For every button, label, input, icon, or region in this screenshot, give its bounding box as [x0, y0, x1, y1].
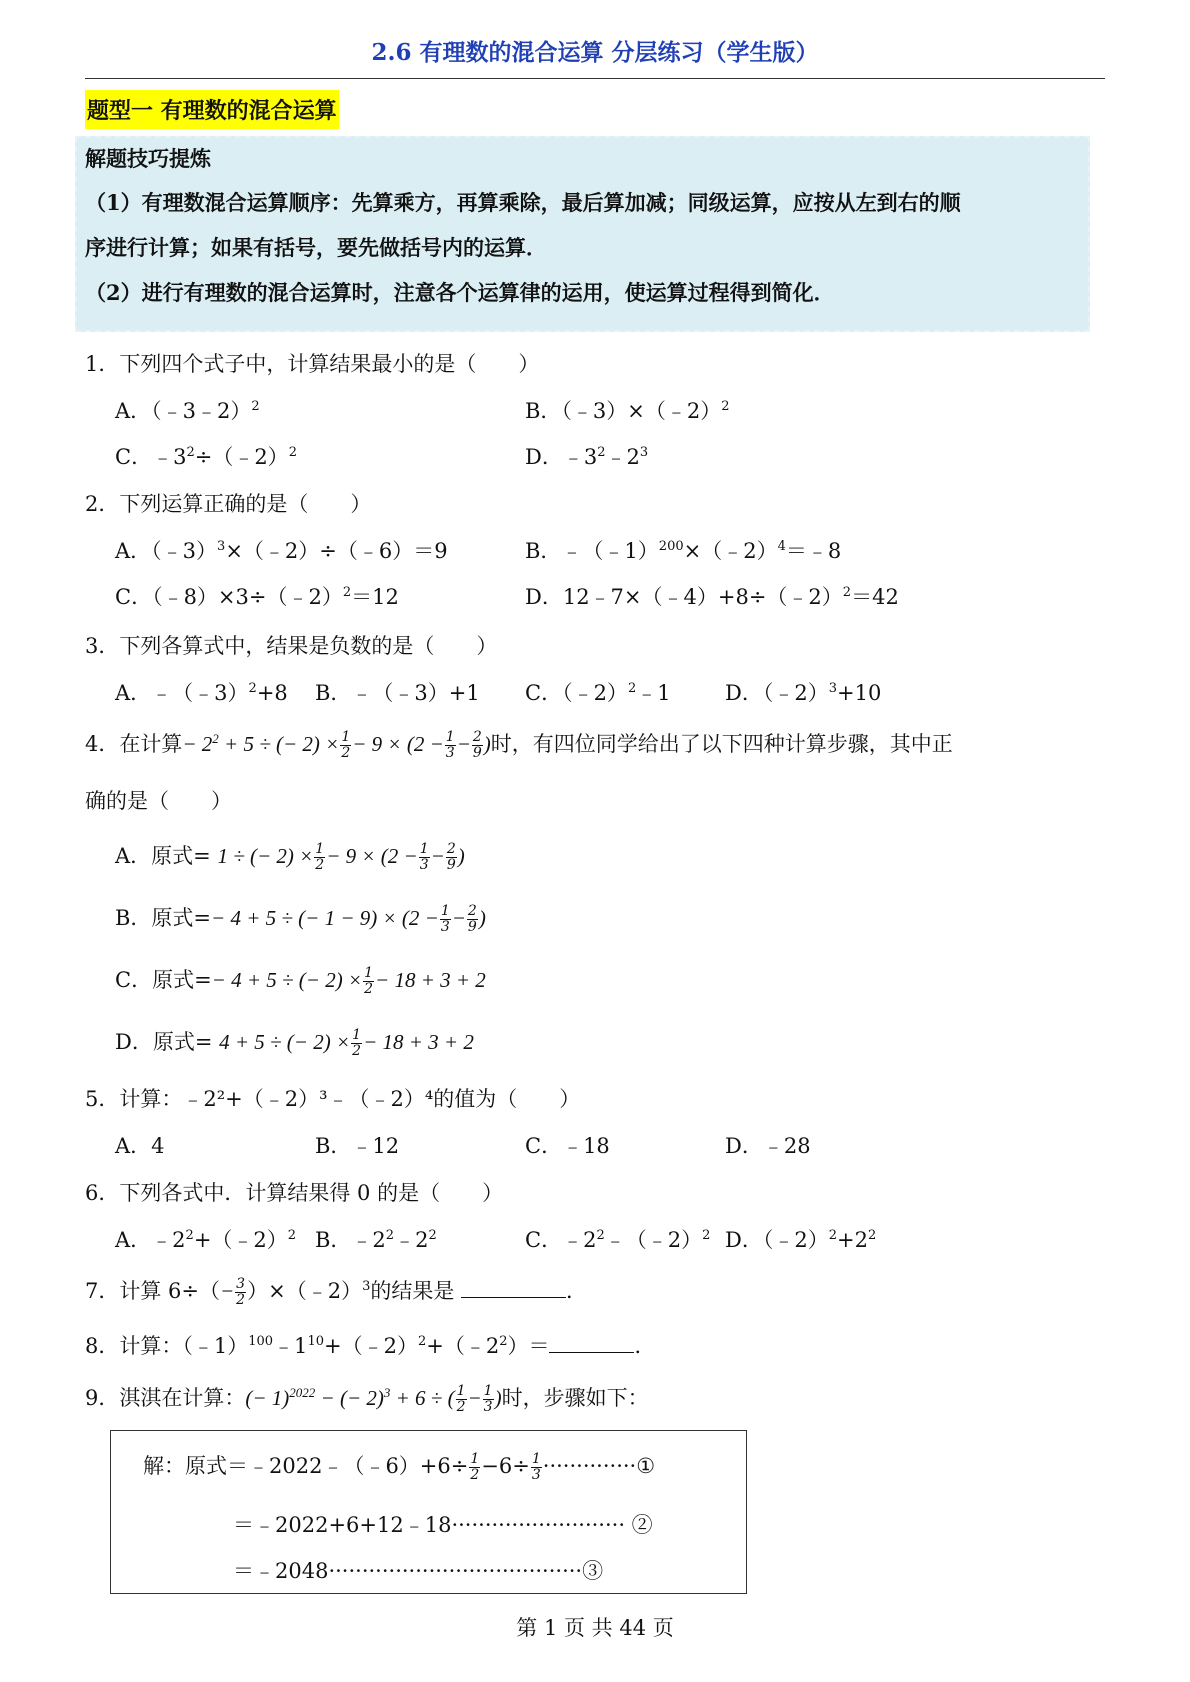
solution-line-1: 解：原式＝﹣2022﹣（﹣6）+6÷ $\frac{1}{2}$ −6÷ $\frac{1}{3}$ ··············①	[143, 1451, 656, 1483]
section-heading: 题型一 有理数的混合运算	[85, 90, 339, 129]
question-3-option-d: D．（﹣2）$^3$+10	[725, 681, 882, 705]
question-1-stem: 1．下列四个式子中，计算结果最小的是（ ）	[85, 352, 540, 376]
question-1-option-b: B．（﹣3）×（﹣2）$^2$	[525, 399, 730, 423]
question-7-stem: 7．计算 6÷（− $\frac{3}{2}$ ）×（﹣2）$^3$的结果是 ．	[85, 1276, 588, 1308]
question-3-option-c: C．（﹣2）$^2$﹣1	[525, 681, 671, 705]
solution-line-3: ＝﹣2048······································③	[233, 1559, 604, 1583]
question-2-option-b: B．﹣（﹣1）$^{200}$×（﹣2）$^4$＝﹣8	[525, 539, 842, 563]
question-3-option-b: B．﹣（﹣3）+1	[315, 681, 480, 705]
question-4-option-c: C．原式=− 4 + 5 ÷ (− 2) × $\frac{1}{2}$ − 18 + 3 + 2	[115, 965, 486, 997]
solution-line-2: ＝﹣2022+6+12﹣18·························· ②	[233, 1513, 653, 1537]
tips-line-2: 序进行计算；如果有括号，要先做括号内的运算．	[85, 235, 547, 260]
answer-blank-7[interactable]	[461, 1277, 566, 1298]
question-2-option-d: D．12﹣7×（﹣4）+8÷（﹣2）$^2$＝42	[525, 585, 899, 609]
question-6-stem: 6．下列各式中．计算结果得 0 的是（ ）	[85, 1181, 504, 1205]
question-6-option-b: B．$﹣2^2﹣2^2$	[315, 1228, 437, 1252]
question-6-option-a: A．$﹣2^2+(﹣2)^2$	[115, 1228, 297, 1252]
tips-line-1: （1）有理数混合运算顺序：先算乘方，再算乘除，最后算加减；同级运算，应按从左到右的顺	[85, 190, 961, 215]
question-2-stem: 2．下列运算正确的是（ ）	[85, 492, 372, 516]
question-3-option-a: A．﹣（﹣3）$^2$+8	[115, 681, 288, 705]
question-3-stem: 3．下列各算式中，结果是负数的是（ ）	[85, 634, 498, 658]
question-4-option-b: B．原式=− 4 + 5 ÷ (− 1 − 9) × (2 − $\frac{1}{3}$ − $\frac{2}{9}$ )	[115, 903, 486, 935]
page-title: 2.6 有理数的混合运算 分层练习（学生版）	[371, 39, 819, 66]
question-5-option-b: B．﹣12	[315, 1134, 400, 1158]
question-5-option-d: D．﹣28	[725, 1134, 811, 1158]
question-6-option-c: C．$﹣2^2﹣(﹣2)^2$	[525, 1228, 711, 1252]
question-4-option-a: A．原式= 1 ÷ (− 2) × $\frac{1}{2}$ − 9 × (2 − $\frac{1}{3}$ − $\frac{2}{9}$ )	[115, 841, 465, 873]
tips-line-3: （2）进行有理数的混合运算时，注意各个运算律的运用，使运算过程得到简化．	[85, 280, 835, 305]
question-8-stem: 8．计算：$(﹣1)^{100}﹣1^{10}+(﹣2)^2+(﹣2^2)=$ ．	[85, 1334, 656, 1358]
question-2-option-c: C．（﹣8）×3÷（﹣2）$^2$＝12	[115, 585, 399, 609]
question-1-option-c: C．$﹣3^2\div(﹣2)^2$	[115, 445, 297, 469]
question-4-option-d: D．原式= 4 + 5 ÷ (− 2) × $\frac{1}{2}$ − 18 + 3 + 2	[115, 1027, 474, 1059]
question-5-option-a: A．4	[115, 1134, 165, 1158]
question-4-stem: 4．在计算− $2^2 + 5$ ÷ (− 2) × $\frac{1}{2}$ − 9 × (2 − $\frac{1}{3}$ − $\frac{2}{9}$ )时，有四位同学给出了以下四种计算步骤，其中正	[85, 729, 953, 761]
tips-heading: 解题技巧提炼	[85, 146, 211, 171]
header-divider	[85, 78, 1105, 79]
question-9-stem: 9．淇淇在计算：(− 1)$^{2022}$ − (− 2)$^3$ + 6 ÷ ( $\frac{1}{2}$ − $\frac{1}{3}$ )时，步骤如下：	[85, 1383, 649, 1415]
question-5-option-c: C．﹣18	[525, 1134, 610, 1158]
question-4-stem-line-2: 确的是（ ）	[85, 789, 232, 813]
answer-blank-8[interactable]	[549, 1332, 634, 1353]
question-6-option-d: D．$(﹣2)^2+2^2$	[725, 1228, 877, 1252]
question-1-option-d: D．$﹣3^2﹣2^3$	[525, 445, 649, 469]
question-5-stem: 5．计算：﹣2²+（﹣2）³﹣（﹣2）⁴的值为（ ）	[85, 1087, 581, 1111]
question-1-option-a: A．（﹣3﹣2）$^2$	[115, 399, 260, 423]
page-footer: 第 1 页 共 44 页	[516, 1616, 674, 1640]
question-2-option-a: A．（﹣3）$^3$×（﹣2）÷（﹣6）＝9	[115, 539, 448, 563]
